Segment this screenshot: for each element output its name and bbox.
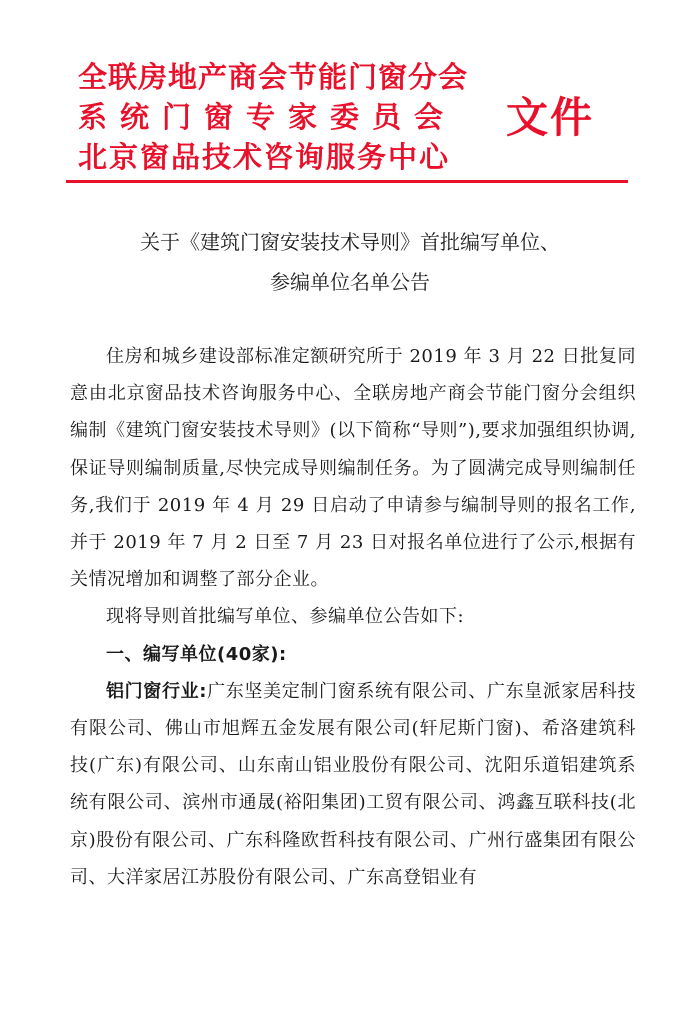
body-paragraph-1: 住房和城乡建设部标准定额研究所于 2019 年 3 月 22 日批复同意由北京窗品技术咨询服务中心、全联房地产商会节能门窗分会组织编制《建筑门窗安装技术导则》(以下简称“导则”),要求加强组织协调,保证导则编制质量,尽快完成导则编制任务。为了圆满完成导则编制任务,我们于 2019 年 4 月 29 日启动了申请参与编制导则的报名工作,并于 2019 年 7 月 2 日至 7 月 23 日对报名单位进行了公示,根据有关情况增加和调整了部分企业。 [70, 346, 636, 591]
section-heading-writing-units: 一、编写单位(40家): [106, 643, 287, 665]
industry-label: 铝门窗行业: [106, 680, 207, 702]
issuer-line-3: 北京窗品技术咨询服务中心 [78, 140, 451, 174]
document-mark: 文件 [506, 93, 595, 142]
industry-company-list: 广东坚美定制门窗系统有限公司、广东皇派家居科技有限公司、佛山市旭辉五金发展有限公司(轩尼斯门窗)、希洛建筑科技(广东)有限公司、山东南山铝业股份有限公司、沈阳乐道铝建筑系统有限公司、滨州市通晟(裕阳集团)工贸有限公司、鸿鑫互联科技(北京)股份有限公司、广东科隆欧哲科技有限公司、广州行盛集团有限公司、大洋家居江苏股份有限公司、广东高登铝业有 [70, 680, 636, 888]
industry-paragraph [70, 673, 636, 896]
body-paragraph-2: 现将导则首批编写单位、参编单位公告如下: [106, 606, 465, 628]
letterhead-red-rule [66, 180, 628, 183]
issuer-line-2: 系统门窗专家委员会 [78, 100, 457, 134]
issuer-line-1: 全联房地产商会节能门窗分会 [78, 60, 469, 94]
document-body [70, 338, 636, 896]
letterhead [66, 60, 626, 190]
document-title-line-1: 关于《建筑门窗安装技术导则》首批编写单位、 [140, 230, 560, 254]
document-title-line-2: 参编单位名单公告 [270, 270, 430, 294]
